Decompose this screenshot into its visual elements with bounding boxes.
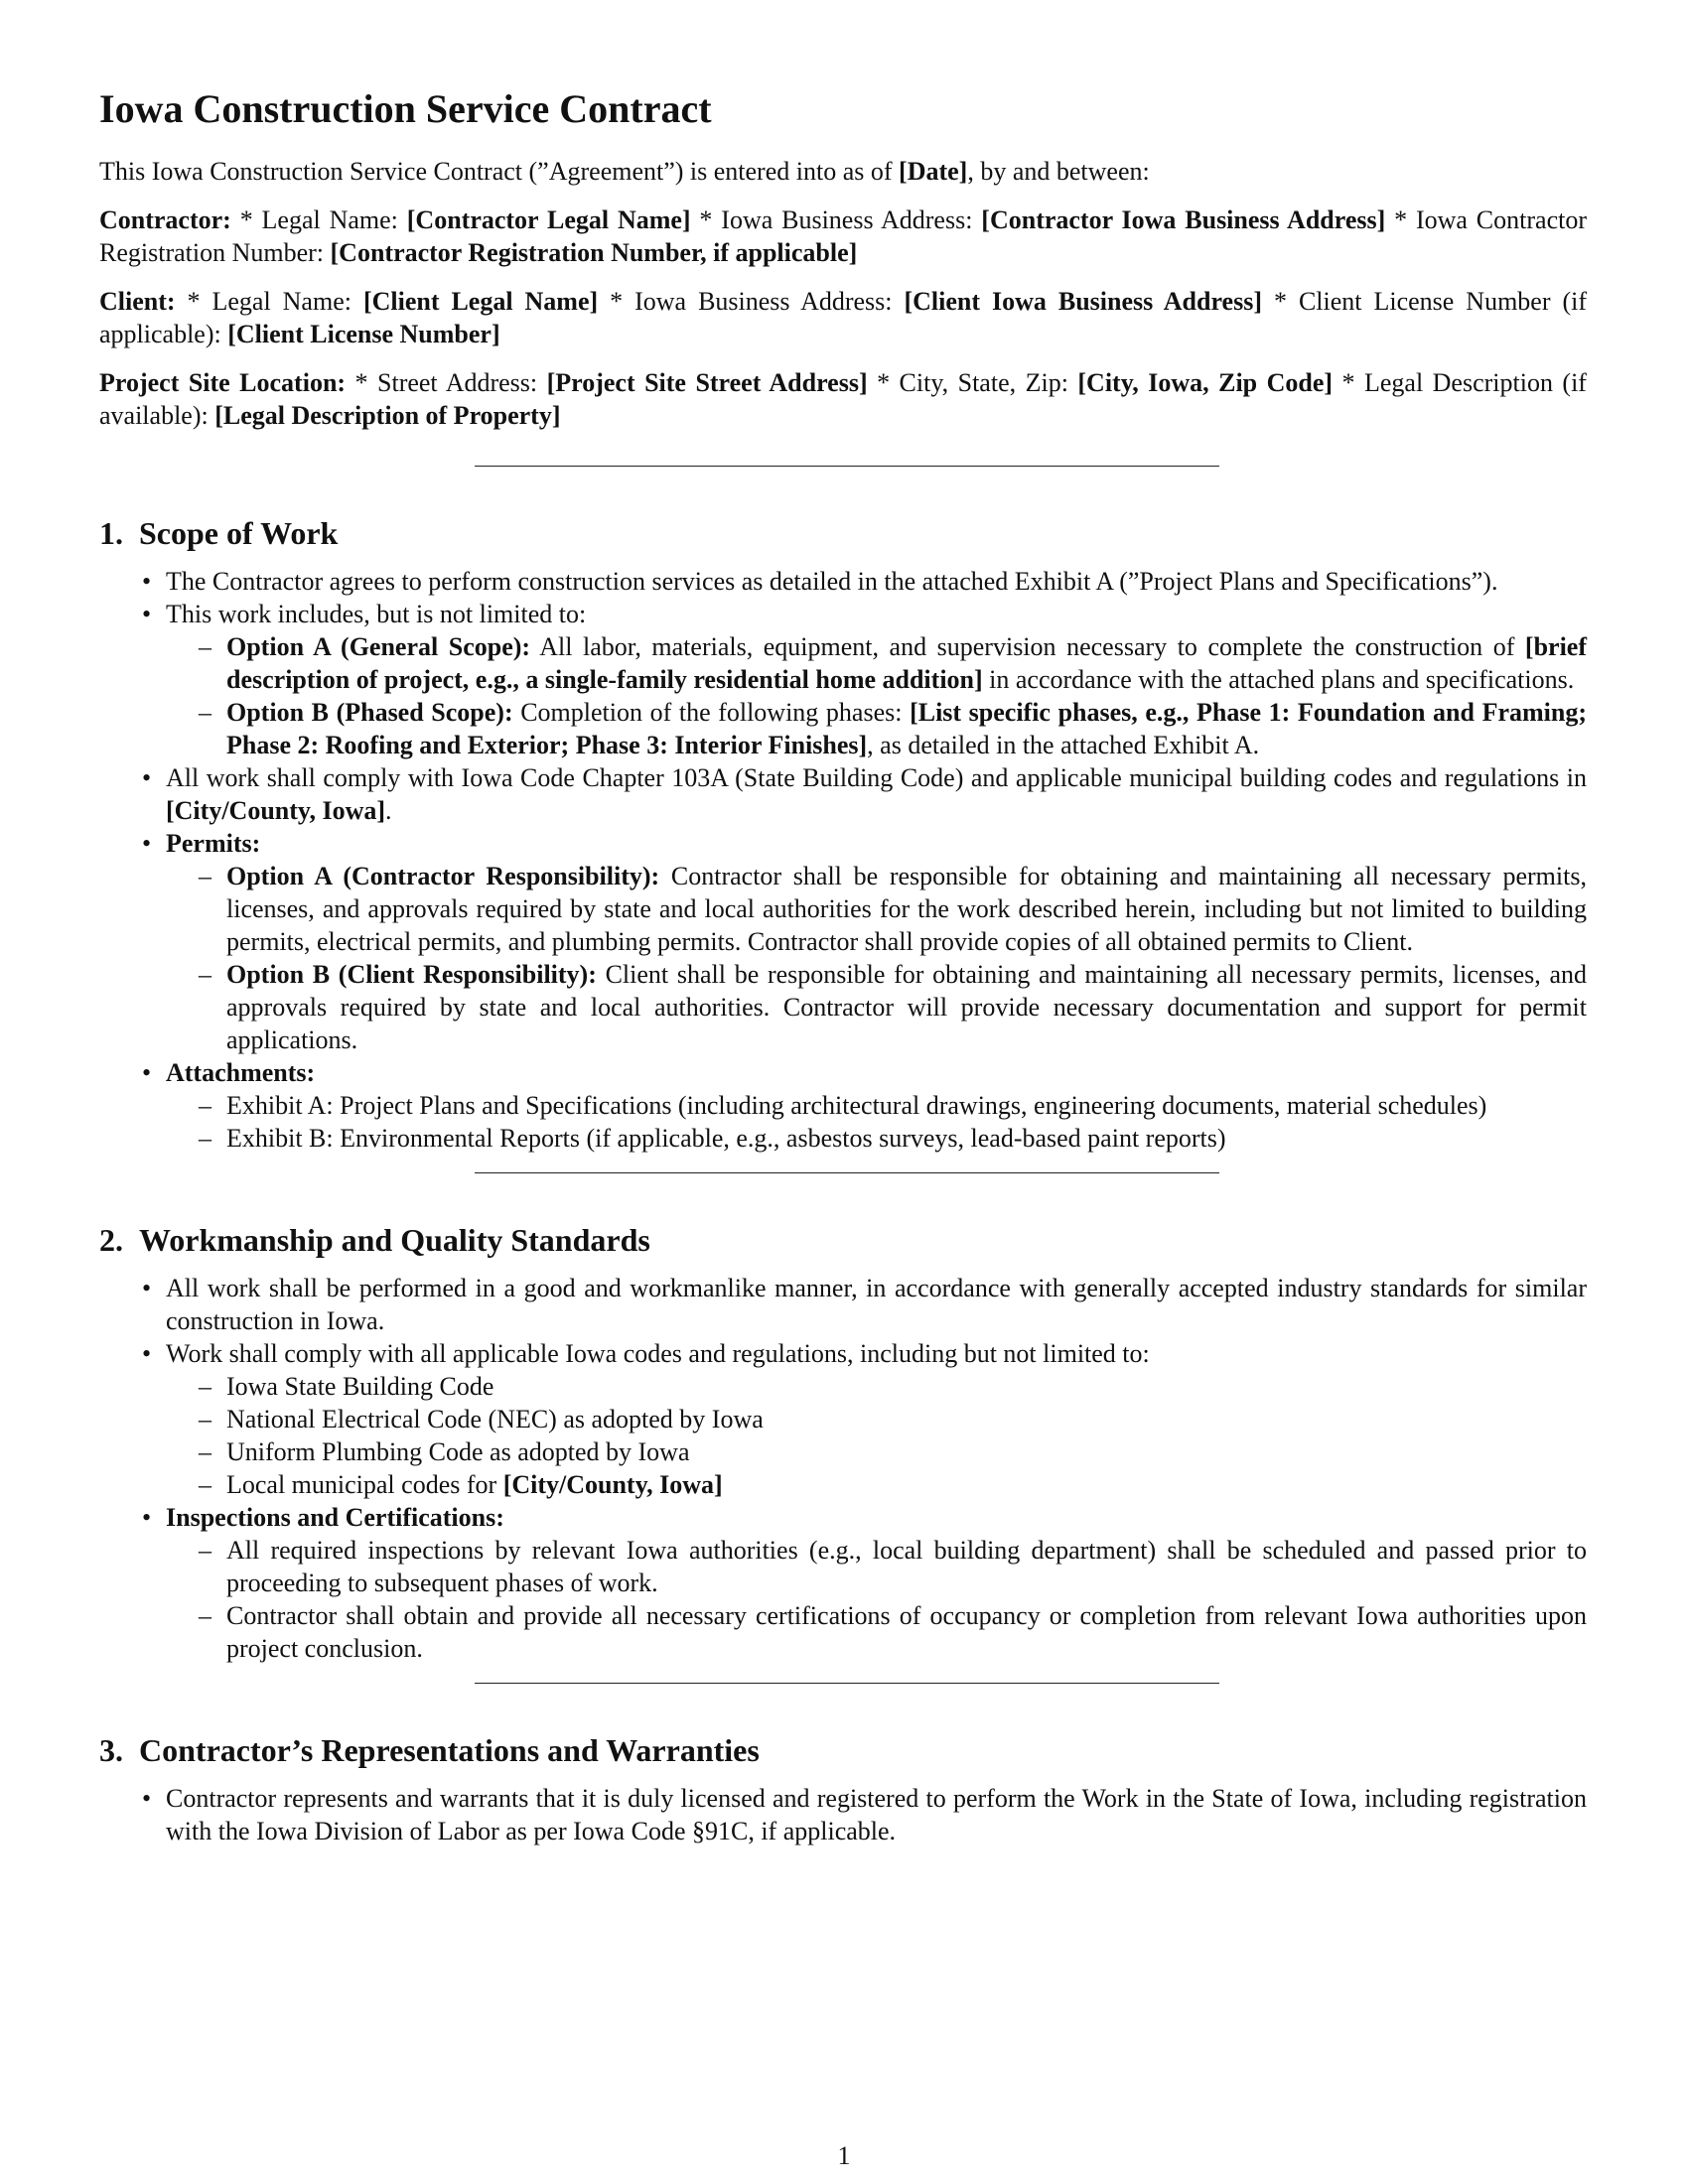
contractor-label: Contractor: [99, 205, 231, 234]
section-3-list [99, 1782, 1587, 1847]
section-1-heading: 1. Scope of Work [99, 515, 339, 551]
list-item: • All work shall be performed in a good and workmanlike manner, in accordance with generally accepted industry standards for similar construction in Iowa. [99, 1272, 1587, 1337]
section-3-heading: 3. Contractor’s Representations and Warranties [99, 1732, 760, 1768]
code-item: – Local municipal codes for [City/County, Iowa] [166, 1468, 1587, 1501]
permit-option-a: – Option A (Contractor Responsibility): Contractor shall be responsible for obtaining and maintaining all necessary permits, licenses, and approvals required by state and local authorities for the work described herein, including but not limited to building permits, electrical permits, and plumbing permits. Contractor shall provide copies of all obtained permits to Client. [166, 860, 1587, 958]
list-item: • The Contractor agrees to perform construction services as detailed in the attached Exhibit A (”Project Plans and Specifications”). [99, 565, 1587, 598]
site-legal-description: [Legal Description of Property] [214, 401, 561, 430]
client-block: Client: * Legal Name: [Client Legal Name] * Iowa Business Address: [Client Iowa Business Address] * Client License Number (if applicable): [Client License Number] [99, 287, 1588, 348]
exhibit-b: – Exhibit B: Environmental Reports (if applicable, e.g., asbestos surveys, lead-based paint reports) [166, 1122, 1587, 1155]
section-2-heading: 2. Workmanship and Quality Standards [99, 1222, 650, 1258]
code-item: – National Electrical Code (NEC) as adopted by Iowa [166, 1403, 1587, 1435]
inspection-item: – All required inspections by relevant Iowa authorities (e.g., local building department) shall be scheduled and passed prior to proceeding to subsequent phases of work. [166, 1534, 1587, 1599]
list-item: • Work shall comply with all applicable Iowa codes and regulations, including but not limited to: – Iowa State Building Code – National Electrical Code (NEC) as adopted by Iowa – Uniform Plumbing Code as adopted by Iowa – Local municipal codes for [City/County, Iowa] [99, 1337, 1587, 1501]
list-item [99, 827, 1587, 1056]
permit-option-b: – Option B (Client Responsibility): Client shall be responsible for obtaining and maintaining all necessary permits, licenses, and approvals required by state and local authorities. Contractor will provide necessary documentation and support for permit applications. [166, 958, 1587, 1056]
section-1-list [99, 565, 1587, 1155]
divider [99, 1665, 1587, 1730]
permit-options-list [166, 860, 1587, 1056]
list-item [99, 1056, 1587, 1155]
scope-option-a: – Option A (General Scope): All labor, materials, equipment, and supervision necessary to complete the construction of [brief description of project, e.g., a single-family residential home addition] in accordance with the attached plans and specifications. [166, 630, 1587, 696]
list-item: • Contractor represents and warrants that it is duly licensed and registered to perform the Work in the State of Iowa, including registration with the Iowa Division of Labor as per Iowa Code §91C, if applicable. [99, 1782, 1587, 1847]
contractor-legal-name: [Contractor Legal Name] [406, 205, 691, 234]
contractor-block: Contractor: * Legal Name: [Contractor Legal Name] * Iowa Business Address: [Contractor Iowa Business Address] * Iowa Contractor Registration Number: [Contractor Registration Number, if applicable] [99, 205, 1587, 267]
codes-list [166, 1370, 1587, 1501]
permits-label: Permits: [166, 829, 261, 858]
page-number: 1 [837, 2141, 851, 2170]
client-legal-name: [Client Legal Name] [362, 287, 599, 316]
site-block: Project Site Location: * Street Address: [Project Site Street Address] * City, State, Zip: [City, Iowa, Zip Code] * Legal Description (if available): [Legal Description of Property] [99, 368, 1587, 430]
code-item: – Uniform Plumbing Code as adopted by Iowa [166, 1435, 1587, 1468]
site-label: Project Site Location: [99, 368, 347, 397]
section-2-list [99, 1272, 1587, 1665]
exhibit-a: – Exhibit A: Project Plans and Specifications (including architectural drawings, engineering documents, material schedules) [166, 1089, 1587, 1122]
site-city: [City, Iowa, Zip Code] [1077, 368, 1334, 397]
date-placeholder: [Date] [899, 157, 968, 186]
inspections-list [166, 1534, 1587, 1665]
divider [99, 1155, 1587, 1220]
document-body [99, 85, 1587, 1847]
scope-options-list [166, 630, 1587, 761]
divider [99, 448, 1587, 513]
scope-option-b: – Option B (Phased Scope): Completion of the following phases: [List specific phases, e.g., Phase 1: Foundation and Framing; Phase 2: Roofing and Exterior; Phase 3: Interior Finishes], as detailed in the attached Exhibit A. [166, 696, 1587, 761]
site-street: [Project Site Street Address] [546, 368, 868, 397]
inspection-item: – Contractor shall obtain and provide all necessary certifications of occupancy or completion from relevant Iowa authorities upon project conclusion. [166, 1599, 1587, 1665]
client-label: Client: [99, 287, 176, 316]
contractor-address: [Contractor Iowa Business Address] [981, 205, 1386, 234]
list-item: • All work shall comply with Iowa Code Chapter 103A (State Building Code) and applicable municipal building codes and regulations in [City/County, Iowa]. [99, 761, 1587, 827]
attachments-label: Attachments: [166, 1058, 316, 1087]
document-title: Iowa Construction Service Contract [99, 86, 712, 131]
attachments-list [166, 1089, 1587, 1155]
contractor-registration: [Contractor Registration Number, if applicable] [330, 238, 858, 267]
client-address: [Client Iowa Business Address] [904, 287, 1262, 316]
inspections-label: Inspections and Certifications: [166, 1503, 504, 1532]
list-item: • This work includes, but is not limited to: – Option A (General Scope): All labor, materials, equipment, and supervision necessary to complete the construction of [brief description of project, e.g., a single-family residential home addition] in accordance with the attached plans and specifications. – Option B (Phased Scope): Completion of the following phases: [List specific phases, e.g., Phase 1: Foundation and Framing; Phase 2: Roofing and Exterior; Phase 3: Interior Finishes], as detailed in the attached Exhibit A. [99, 598, 1587, 761]
code-item: – Iowa State Building Code [166, 1370, 1587, 1403]
list-item [99, 1501, 1587, 1665]
client-license: [Client License Number] [227, 320, 500, 348]
intro-paragraph: This Iowa Construction Service Contract (”Agreement”) is entered into as of [Date], by and between: [99, 157, 1150, 186]
